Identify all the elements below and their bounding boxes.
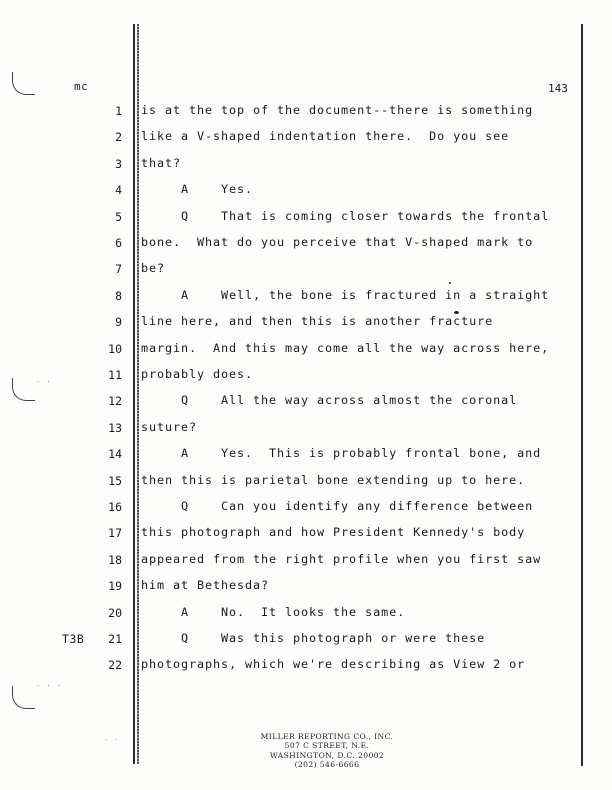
line-number: 21 — [108, 632, 122, 646]
footer-city: WASHINGTON, D.C. 20002 — [269, 750, 385, 760]
line-number: 8 — [115, 289, 122, 303]
right-margin-rule — [581, 24, 583, 766]
line-text: Q All the way across almost the coronal — [141, 393, 518, 407]
line-text: A Yes. — [141, 182, 254, 196]
line-number: 15 — [108, 474, 122, 488]
binder-hole-mark-bottom — [12, 686, 35, 709]
line-text: line here, and then this is another fracture — [141, 314, 494, 328]
line-text: A Well, the bone is fractured in a straight — [141, 288, 550, 302]
line-text: photographs, which we're describing as View 2 or — [141, 657, 526, 671]
line-number: 11 — [108, 368, 122, 382]
line-text: probably does. — [141, 367, 254, 381]
line-text: is at the top of the document--there is something — [141, 103, 534, 117]
line-text: bone. What do you perceive that V-shaped mark to — [141, 235, 534, 249]
scan-speck — [449, 282, 451, 284]
line-number: 1 — [115, 104, 122, 118]
line-number: 4 — [115, 183, 122, 197]
footer-street: 507 C STREET, N.E. — [284, 741, 370, 751]
line-text: him at Bethesda? — [141, 578, 270, 592]
scan-speckle: · · — [104, 736, 120, 744]
left-margin-rule — [133, 24, 135, 764]
line-number: 7 — [115, 262, 122, 276]
line-text: that? — [141, 156, 182, 170]
line-number: 14 — [108, 447, 122, 461]
scan-speck — [454, 311, 459, 314]
line-number: 12 — [108, 394, 122, 408]
scan-speckle: · · — [36, 378, 52, 386]
margin-note: T3B — [62, 632, 85, 646]
line-text: Q Can you identify any difference between — [141, 499, 534, 513]
line-number: 6 — [115, 236, 122, 250]
line-text: A Yes. This is probably frontal bone, and — [141, 446, 542, 460]
line-number: 13 — [108, 421, 122, 435]
line-number: 2 — [115, 130, 122, 144]
scan-speckle: · · · — [36, 682, 63, 690]
page-number: 143 — [548, 82, 568, 95]
line-number: 18 — [108, 553, 122, 567]
left-margin-rule-inner — [137, 24, 139, 764]
line-number: 5 — [115, 210, 122, 224]
line-text: suture? — [141, 420, 198, 434]
footer-phone: (202) 546-6666 — [294, 760, 360, 770]
line-text: appeared from the right profile when you first saw — [141, 552, 542, 566]
reporting-company-footer — [252, 732, 402, 770]
line-number: 20 — [108, 606, 122, 620]
line-number: 17 — [108, 526, 122, 540]
footer-company: MILLER REPORTING CO., INC. — [260, 732, 394, 741]
line-text: be? — [141, 261, 166, 275]
typist-initials: mc — [74, 80, 89, 93]
line-text: Q Was this photograph or were these — [141, 631, 486, 645]
line-number: 16 — [108, 500, 122, 514]
line-number: 22 — [108, 658, 122, 672]
line-text: like a V-shaped indentation there. Do you see — [141, 129, 510, 143]
line-text: margin. And this may come all the way across here, — [141, 341, 550, 355]
line-number: 3 — [115, 157, 122, 171]
binder-hole-mark-middle — [12, 378, 35, 401]
line-text: this photograph and how President Kennedy's body — [141, 525, 526, 539]
line-number: 19 — [108, 579, 122, 593]
binder-hole-mark-top — [12, 72, 35, 95]
line-text: Q That is coming closer towards the frontal — [141, 209, 550, 223]
line-text: then this is parietal bone extending up to here. — [141, 473, 526, 487]
line-text: A No. It looks the same. — [141, 605, 406, 619]
line-number: 9 — [115, 315, 122, 329]
line-number: 10 — [108, 342, 122, 356]
